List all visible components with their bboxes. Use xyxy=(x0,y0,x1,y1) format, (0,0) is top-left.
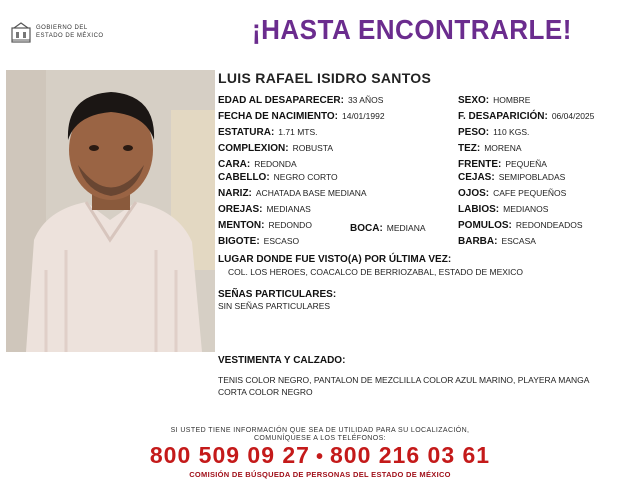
field-height xyxy=(218,127,318,138)
government-logo xyxy=(10,22,120,46)
logo-line-2: ESTADO DE MÉXICO xyxy=(36,33,104,39)
person-photo xyxy=(6,70,215,352)
field-label: ESTATURA: xyxy=(218,127,275,138)
field-lips xyxy=(458,204,548,215)
field-eyes xyxy=(458,188,566,199)
field-label: MENTON: xyxy=(218,220,265,231)
field-value: MEDIANA xyxy=(386,223,426,233)
info-line-2: COMUNÍQUESE A LOS TELÉFONOS: xyxy=(253,435,387,442)
person-silhouette-icon xyxy=(6,70,215,352)
field-label: CABELLO: xyxy=(218,172,270,183)
last-seen-label: LUGAR DONDE FUE VISTO(A) POR ÚLTIMA VEZ: xyxy=(218,254,452,265)
field-label: BOCA: xyxy=(350,223,383,234)
field-build xyxy=(218,143,333,154)
marks-label: SEÑAS PARTICULARES: xyxy=(218,289,337,300)
field-value: ROBUSTA xyxy=(292,143,334,153)
info-line-1: SI USTED TIENE INFORMACIÓN QUE SEA DE UTILIDAD PARA SU LOCALIZACIÓN, xyxy=(170,427,470,434)
field-label: EDAD AL DESAPARECER: xyxy=(218,95,344,106)
field-value: SEMIPOBLADAS xyxy=(498,172,566,182)
field-label: BIGOTE: xyxy=(218,236,260,247)
field-forehead xyxy=(458,159,547,170)
field-value: MORENA xyxy=(484,143,522,153)
field-label: OJOS: xyxy=(458,188,490,199)
phone-numbers xyxy=(0,442,640,469)
field-mustache xyxy=(218,236,299,247)
field-complexion xyxy=(458,143,522,154)
field-value: REDONDA xyxy=(254,159,297,169)
phone-number-1[interactable]: 800 509 09 27 xyxy=(149,442,310,468)
field-label: POMULOS: xyxy=(458,220,512,231)
field-label: TEZ: xyxy=(458,143,481,154)
field-birthdate xyxy=(218,111,385,122)
field-label: BARBA: xyxy=(458,236,498,247)
clothing-value: TENIS COLOR NEGRO, PANTALON DE MEZCLILLA COLOR AZUL MARINO, PLAYERA MANGA CORTA COLOR NEGRO xyxy=(218,375,589,397)
field-label: NARIZ: xyxy=(218,188,252,199)
field-label: FRENTE: xyxy=(458,159,502,170)
field-value: REDONDEADOS xyxy=(515,220,583,230)
field-label: LABIOS: xyxy=(458,204,500,215)
field-label: OREJAS: xyxy=(218,204,263,215)
field-value: HOMBRE xyxy=(493,95,531,105)
field-value: ESCASA xyxy=(501,236,536,246)
field-label: SEXO: xyxy=(458,95,490,106)
field-value: NEGRO CORTO xyxy=(273,172,338,182)
field-value: 06/04/2025 xyxy=(551,111,595,121)
field-value: 33 AÑOS xyxy=(347,95,384,105)
clothing-label: VESTIMENTA Y CALZADO: xyxy=(218,355,346,366)
field-eyebrows xyxy=(458,172,565,183)
field-face xyxy=(218,159,297,170)
field-sex xyxy=(458,95,530,106)
field-value: ACHATADA BASE MEDIANA xyxy=(255,188,367,198)
field-value: MEDIANAS xyxy=(266,204,311,214)
field-disappearance-date xyxy=(458,111,594,122)
field-hair xyxy=(218,172,338,183)
field-label: CEJAS: xyxy=(458,172,495,183)
field-nose xyxy=(218,188,367,199)
logo-line-1: GOBIERNO DEL xyxy=(36,25,88,31)
field-value: ESCASO xyxy=(263,236,300,246)
separator-dot: • xyxy=(315,446,324,468)
field-ears xyxy=(218,204,311,215)
field-label: F. DESAPARICIÓN: xyxy=(458,111,548,122)
marks-value: SIN SEÑAS PARTICULARES xyxy=(218,301,331,311)
person-name: LUIS RAFAEL ISIDRO SANTOS xyxy=(218,70,432,86)
field-value: REDONDO xyxy=(268,220,312,230)
commission-name: COMISIÓN DE BÚSQUEDA DE PERSONAS DEL ESTADO DE MÉXICO xyxy=(189,470,451,479)
field-beard xyxy=(458,236,536,247)
field-value: 110 KGS. xyxy=(493,127,530,137)
headline: ¡HASTA ENCONTRARLE! xyxy=(252,14,572,45)
field-chin xyxy=(218,220,312,231)
field-weight xyxy=(458,127,529,138)
field-label: COMPLEXION: xyxy=(218,143,289,154)
phone-number-2[interactable]: 800 216 03 61 xyxy=(330,442,491,468)
field-value: MEDIANOS xyxy=(503,204,549,214)
field-label: FECHA DE NACIMIENTO: xyxy=(218,111,338,122)
field-value: 14/01/1992 xyxy=(342,111,385,121)
field-cheekbones xyxy=(458,220,582,231)
field-value: 1.71 MTS. xyxy=(278,127,318,137)
field-label: CARA: xyxy=(218,159,251,170)
field-value: CAFE PEQUEÑOS xyxy=(493,188,567,198)
field-label: PESO: xyxy=(458,127,490,138)
last-seen-value: COL. LOS HEROES, COACALCO DE BERRIOZABAL, ESTADO DE MEXICO xyxy=(228,267,524,277)
field-age xyxy=(218,95,383,106)
field-value: PEQUEÑA xyxy=(505,159,547,169)
field-mouth xyxy=(350,223,426,234)
state-emblem-icon xyxy=(10,22,32,44)
